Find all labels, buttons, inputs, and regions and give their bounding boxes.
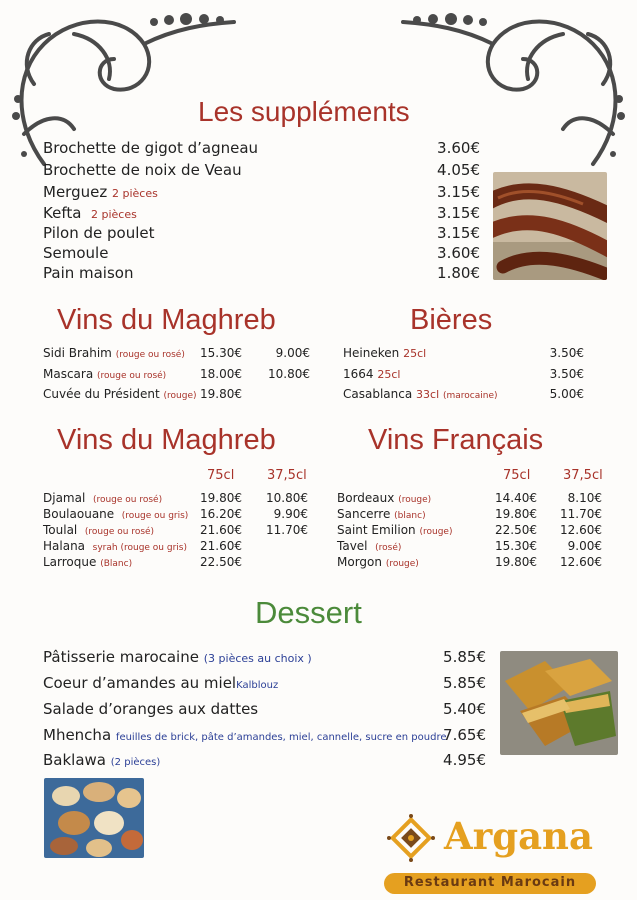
wine-price-37cl: 10.80€ xyxy=(266,491,308,505)
wine-price-75cl: 15.30€ xyxy=(200,346,242,360)
wine-row xyxy=(43,539,187,553)
supplement-price: 3.15€ xyxy=(437,183,480,201)
beer-note: (marocaine) xyxy=(442,391,498,401)
wine-note: (rouge ou rosé) xyxy=(97,371,167,381)
beer-price: 5.00€ xyxy=(549,387,584,401)
wine-name: Cuvée du Président xyxy=(43,387,160,401)
wine-row xyxy=(43,367,166,381)
dessert-row xyxy=(43,751,160,769)
wine-row xyxy=(337,555,419,569)
wine-price-75cl: 22.50€ xyxy=(200,555,242,569)
vins-francais-title: Vins Français xyxy=(368,424,544,456)
dessert-price: 5.40€ xyxy=(443,700,486,718)
supplement-name: Kefta xyxy=(43,204,82,222)
supplement-row xyxy=(43,264,133,282)
beer-row xyxy=(343,387,498,401)
wine-name: Djamal xyxy=(43,491,86,505)
wine-price-37cl: 10.80€ xyxy=(268,367,310,381)
wine-note: (rouge ou gris) xyxy=(121,511,189,521)
dessert-price: 5.85€ xyxy=(443,674,486,692)
supplement-name: Brochette de gigot d’agneau xyxy=(43,139,259,157)
dessert-name: Coeur d’amandes au miel xyxy=(43,674,237,692)
wine-note: (rouge ou rosé) xyxy=(92,495,163,505)
supplement-name: Pain maison xyxy=(43,264,134,282)
wine-name: Saint Emilion xyxy=(337,523,416,537)
wine-note: (rouge) xyxy=(385,559,419,569)
wine-price-37cl: 9.90€ xyxy=(273,507,308,521)
supplement-note: 2 pièces xyxy=(90,208,137,221)
column-header-37cl: 37,5cl xyxy=(563,468,603,483)
wine-price-75cl: 19.80€ xyxy=(495,555,537,569)
column-header-37cl: 37,5cl xyxy=(267,468,307,483)
wine-price-75cl: 16.20€ xyxy=(200,507,242,521)
dessert-row xyxy=(43,726,447,744)
wine-price-75cl: 21.60€ xyxy=(200,539,242,553)
supplement-price: 3.15€ xyxy=(437,204,480,222)
supplement-name: Semoule xyxy=(43,244,109,262)
wine-row xyxy=(337,539,401,553)
supplement-price: 3.60€ xyxy=(437,139,480,157)
dessert-note: (3 pièces au choix ) xyxy=(203,652,312,665)
brand-tagline: Restaurant Marocain xyxy=(403,875,577,890)
wine-price-37cl: 12.60€ xyxy=(560,523,602,537)
wine-price-75cl: 19.80€ xyxy=(495,507,537,521)
vins-maghreb-title: Vins du Maghreb xyxy=(57,304,276,336)
wine-row xyxy=(337,507,426,521)
wine-name: Halana xyxy=(43,539,86,553)
brand-name: Argana xyxy=(444,814,593,858)
beer-name: 1664 xyxy=(343,367,374,381)
supplement-price: 1.80€ xyxy=(437,264,480,282)
wine-note: (rouge ou rosé) xyxy=(115,350,185,360)
wine-price-37cl: 8.10€ xyxy=(567,491,602,505)
dessert-note: (2 pièces) xyxy=(110,757,161,768)
wine-price-75cl: 19.80€ xyxy=(200,491,242,505)
wine-note: (rouge ou rosé) xyxy=(84,527,155,537)
wine-note: (rouge) xyxy=(419,527,453,537)
wine-row xyxy=(43,491,162,505)
beer-name: Heineken xyxy=(343,346,400,360)
wine-name: Sancerre xyxy=(337,507,391,521)
beer-volume: 25cl xyxy=(377,368,401,381)
dessert-price: 4.95€ xyxy=(443,751,486,769)
dessert-name: Baklawa xyxy=(43,751,106,769)
supplement-name: Pilon de poulet xyxy=(43,224,155,242)
wine-price-37cl: 9.00€ xyxy=(275,346,310,360)
supplement-row xyxy=(43,161,242,179)
wine-row xyxy=(43,523,154,537)
wine-price-75cl: 14.40€ xyxy=(495,491,537,505)
wine-note: (rosé) xyxy=(375,543,402,553)
wine-price-75cl: 18.00€ xyxy=(200,367,242,381)
supplement-note: 2 pièces xyxy=(112,187,158,200)
supplement-price: 4.05€ xyxy=(437,161,480,179)
baklava-photo xyxy=(500,651,618,755)
wine-note: syrah (rouge ou gris) xyxy=(92,543,187,553)
dessert-title: Dessert xyxy=(255,595,362,630)
dessert-name: Pâtisserie marocaine xyxy=(43,648,199,666)
pastries-photo xyxy=(44,778,144,858)
wine-note: (blanc) xyxy=(394,511,426,521)
vins-maghreb-2-title: Vins du Maghreb xyxy=(57,424,276,456)
wine-price-75cl: 21.60€ xyxy=(200,523,242,537)
dessert-row xyxy=(43,674,278,692)
dessert-price: 7.65€ xyxy=(443,726,486,744)
column-header-75cl: 75cl xyxy=(503,468,531,483)
beer-volume: 33cl xyxy=(416,388,440,401)
column-header-75cl: 75cl xyxy=(207,468,235,483)
dessert-price: 5.85€ xyxy=(443,648,486,666)
wine-row xyxy=(43,507,188,521)
wine-row xyxy=(43,346,185,360)
wine-note: (rouge) xyxy=(398,495,432,505)
supplement-name: Merguez xyxy=(43,183,108,201)
supplement-row xyxy=(43,183,158,201)
wine-price-75cl: 15.30€ xyxy=(495,539,537,553)
beer-row xyxy=(343,367,400,381)
wine-row xyxy=(43,387,197,401)
supplements-title: Les suppléments xyxy=(198,96,410,127)
wine-name: Tavel xyxy=(337,539,368,553)
wine-row xyxy=(337,523,452,537)
beer-volume: 25cl xyxy=(403,347,427,360)
supplement-row xyxy=(43,139,258,157)
supplement-price: 3.15€ xyxy=(437,224,480,242)
wine-price-75cl: 22.50€ xyxy=(495,523,537,537)
wine-price-37cl: 11.70€ xyxy=(266,523,308,537)
beer-row xyxy=(343,346,426,360)
dessert-note: feuilles de brick, pâte d’amandes, miel, cannelle, sucre en poudre xyxy=(115,732,447,743)
supplement-row xyxy=(43,244,108,262)
wine-name: Bordeaux xyxy=(337,491,395,505)
dessert-note: Kalblouz xyxy=(236,680,279,691)
beer-price: 3.50€ xyxy=(549,346,584,360)
wine-name: Morgon xyxy=(337,555,382,569)
wine-name: Boulaouane xyxy=(43,507,115,521)
wine-name: Mascara xyxy=(43,367,94,381)
supplement-row xyxy=(43,204,137,222)
wine-name: Larroque xyxy=(43,555,97,569)
dessert-row xyxy=(43,648,312,666)
wine-name: Sidi Brahim xyxy=(43,346,112,360)
dessert-row xyxy=(43,700,258,718)
wine-price-37cl: 9.00€ xyxy=(567,539,602,553)
argana-logo-icon xyxy=(386,813,436,863)
beer-price: 3.50€ xyxy=(549,367,584,381)
merguez-photo xyxy=(493,172,607,280)
wine-price-37cl: 12.60€ xyxy=(560,555,602,569)
bieres-title: Bières xyxy=(410,304,493,336)
supplement-price: 3.60€ xyxy=(437,244,480,262)
supplement-row xyxy=(43,224,155,242)
beer-name: Casablanca xyxy=(343,387,413,401)
wine-name: Toulal xyxy=(43,523,78,537)
wine-price-75cl: 19.80€ xyxy=(200,387,242,401)
supplement-name: Brochette de noix de Veau xyxy=(43,161,242,179)
wine-note: (rouge) xyxy=(163,391,197,401)
wine-note: (Blanc) xyxy=(100,559,133,569)
dessert-name: Salade d’oranges aux dattes xyxy=(43,700,259,718)
dessert-name: Mhencha xyxy=(43,726,112,744)
wine-row xyxy=(43,555,132,569)
wine-row xyxy=(337,491,431,505)
wine-price-37cl: 11.70€ xyxy=(560,507,602,521)
